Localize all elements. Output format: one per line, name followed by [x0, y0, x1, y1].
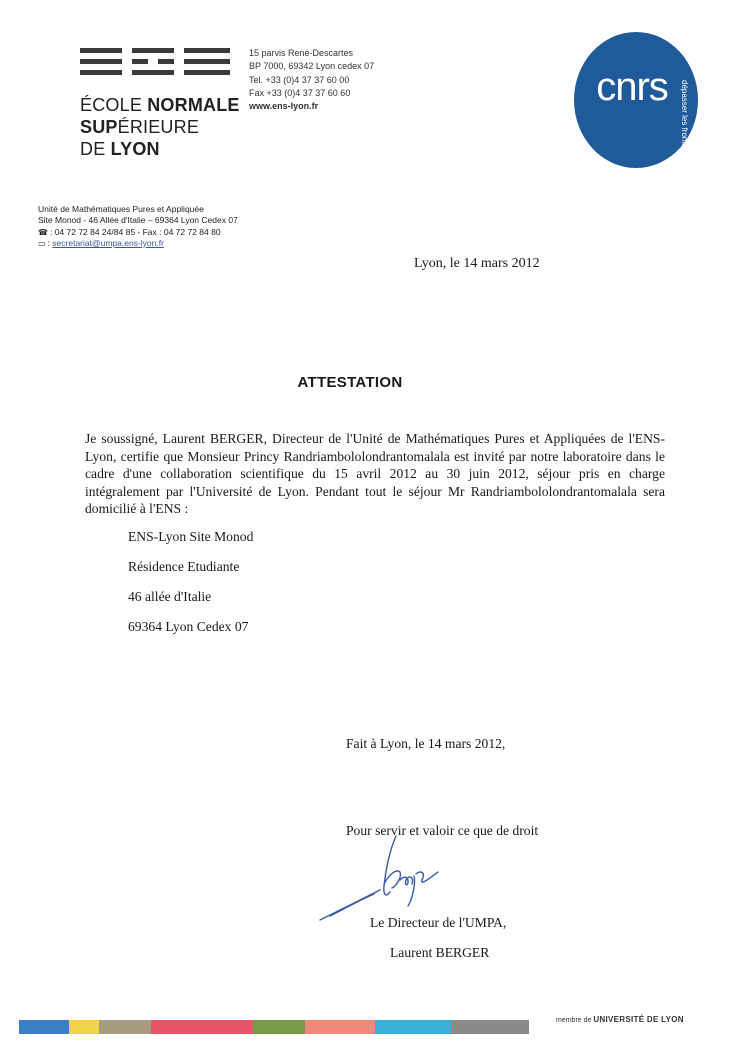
ens-phone: Tel. +33 (0)4 37 37 60 00 [249, 74, 350, 85]
color-segment [69, 1020, 99, 1034]
ens-name-line3: DE [80, 139, 111, 159]
footer-member-text: membre de [556, 1017, 594, 1024]
ens-address-line: 15 parvis René-Descartes [249, 48, 354, 58]
phone-icon: ☎ [38, 227, 48, 237]
residence-address [128, 528, 253, 648]
footer-university-member [556, 1015, 684, 1024]
color-segment [19, 1020, 69, 1034]
residence-address-line: ENS-Lyon Site Monod [128, 529, 254, 544]
unit-site: Site Monod - 46 Allée d'Italie – 69364 Lyon Cedex 07 [38, 215, 238, 226]
place-date-signature: Fait à Lyon, le 14 mars 2012, [346, 736, 506, 751]
footer-color-bar [19, 1020, 529, 1034]
ens-website-link[interactable]: www.ens-lyon.fr [249, 101, 319, 112]
ens-address-line: BP 7000, 69342 Lyon cedex 07 [249, 61, 375, 72]
director-name: Laurent BERGER [390, 945, 490, 960]
handwritten-signature [316, 828, 476, 928]
unit-email-link[interactable]: secretariat@umpa.ens-lyon.fr [52, 237, 164, 248]
color-segment [253, 1020, 305, 1034]
residence-address-line: 69364 Lyon Cedex 07 [128, 619, 249, 634]
unit-info-block [38, 204, 238, 249]
cnrs-logo [572, 28, 702, 170]
ens-name-line1-bold: NORMALE [147, 95, 240, 115]
color-segment [151, 1020, 253, 1034]
closing-formula: Pour servir et valoir ce que de droit [346, 823, 539, 838]
residence-address-line: Résidence Etudiante [128, 559, 240, 574]
ens-name-line2: ÉRIEURE [117, 117, 200, 137]
ens-school-name [80, 94, 240, 160]
ens-name-line3-bold: LYON [110, 139, 160, 159]
unit-phone: : 04 72 72 84 24/84 85 - Fax : 04 72 72 84 80 [49, 226, 221, 237]
ens-name-line2-bold: SUP [80, 117, 118, 137]
footer-university-name: UNIVERSITÉ DE LYON [593, 1015, 684, 1024]
letter-title: ATTESTATION [297, 374, 403, 391]
computer-icon: ▭ [38, 238, 46, 248]
director-title: Le Directeur de l'UMPA, [370, 915, 507, 930]
letter-body: Je soussigné, Laurent BERGER, Directeur de l'Unité de Mathématiques Pures et Appliquées de l'ENS-Lyon, certifie que Monsieur Princy Randriambololondrantomalala est invité par notre laboratoire dans le cadre d'une collaboration scientifique du 15 avril 2012 au 30 juin 2012, séjour pris en charge intégralement par l'Université de Lyon. Pendant tout le séjour Mr Randriambololondrantomalala sera domicilié à l'ENS : [85, 431, 665, 516]
ens-name-line1: ÉCOLE [80, 95, 148, 115]
unit-email-prefix: : [47, 237, 53, 248]
color-segment [305, 1020, 375, 1034]
letter-date: Lyon, le 14 mars 2012 [414, 256, 540, 271]
color-segment [99, 1020, 151, 1034]
ens-logo [80, 46, 230, 78]
color-segment [451, 1020, 529, 1034]
ens-fax: Fax +33 (0)4 37 37 60 60 [249, 87, 351, 98]
cnrs-logo-text: cnrs [596, 65, 668, 109]
unit-name: Unité de Mathématiques Pures et Appliquée [38, 204, 204, 214]
ens-address-block [249, 47, 374, 113]
color-segment [375, 1020, 451, 1034]
cnrs-tagline: dépasser les frontières [680, 80, 689, 161]
residence-address-line: 46 allée d'Italie [128, 589, 212, 604]
